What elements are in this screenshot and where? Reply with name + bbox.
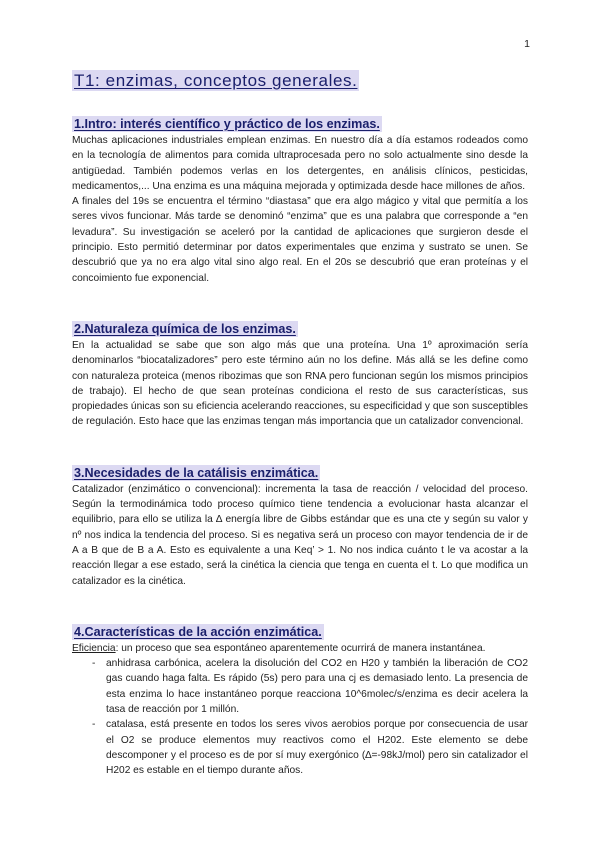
bullet-dash: - xyxy=(92,719,96,731)
bullet-list xyxy=(72,656,528,778)
list-item xyxy=(92,656,528,717)
paragraph: En la actualidad se sabe que son algo más que una proteína. Una 1º aproximación sería denominarlos “biocatalizadores” pero este término aún no los define. Más allá se les define como con naturaleza proteica (menos ribozimas que son RNA pero funcionan según los mismos principios de trabajo). El hecho de que sean proteínas condiciona el resto de sus características, sus propiedades únicas son su eficiencia acelerando reacciones, su especificidad y que son susceptibles de regulación. Esto hace que las enzimas tengan más importancia que un catalizador convencional. xyxy=(72,339,528,428)
list-item xyxy=(92,717,528,778)
paragraph: A finales del 19s se encuentra el término “diastasa” que era algo mágico y vital que permitía a los seres vivos funcionar. Más tarde se denominó “enzima” que es una palabra que corresponde a “en levadura”. Su investigación se aceleró por la cantidad de aplicaciones que surgieron desde el principio. Esto permitió determinar por datos experimentales que enzima y sustrato se unen. Se descubrió que ya no era algo vital sino algo real. En el 20s se descubrió que eran proteínas y el concoimiento fue exponencial. xyxy=(72,196,528,284)
efficiency-definition: : un proceso que sea espontáneo aparentemente ocurrirá de manera instantánea. xyxy=(115,642,486,654)
document-title: T1: enzimas, conceptos generales. xyxy=(74,71,358,90)
efficiency-term: Eficiencia xyxy=(72,642,116,654)
list-item-text: catalasa, está presente en todos los seres vivos aerobios porque por consecuencia de usar el O2 se produce elementos muy reactivos como el H202. Este elemento se debe descomponer y el proceso es de por sí muy exergónico (∆=-98kJ/mol) pero sin catalizador el H202 es estable en el tiempo durante años. xyxy=(106,719,528,777)
paragraph: Catalizador (enzimático o convencional): incrementa la tasa de reacción / velocidad del proceso. Según la termodinámica todo proceso químico tiene tendencia a evolucionar hasta alcanzar el equilibrio, para ello se utiliza la ∆ energía libre de Gibbs estándar que es una cte y según su valor y nº nos indica la tendencia del proceso. Si es negativa será un proceso con mayor tendencia de ir de A a B que de B a A. Esto es equivalente a una Keq’ > 1. No nos indica cuánto t le va acostar a la reacción llegar a ese estado, será la cinética la ciencia que tenga en cuenta el t. Lo que modifica un catalizador es la cinética. xyxy=(72,483,528,587)
section-catalysis-needs xyxy=(72,464,528,589)
list-item-text: anhidrasa carbónica, acelera la disolución del CO2 en H20 y también la liberación de CO2 gas cuando haga falta. Es rápido (5s) pero para una cj es demasiado lento. La presencia de esta enzima lo hace instantáneo porque reacciona 10^6molec/s/enzima es decir acelera la tasa de reacción por 1 millón. xyxy=(106,658,528,716)
section-heading: 1.Intro: interés científico y práctico de los enzimas. xyxy=(74,117,380,131)
paragraph: Muchas aplicaciones industriales emplean enzimas. En nuestro día a día estamos rodeados como en la tecnología de alimentos para comida ultraprocesada pero no solo actualmente sino desde la antigüedad. También podemos verlas en los detergentes, en análisis clínicos, pesticidas, medicamentos,... Una enzima es una máquina mejorada y optimizada desde hace millones de años. xyxy=(72,135,528,192)
document-body xyxy=(72,66,528,813)
section-intro xyxy=(72,115,528,286)
section-heading: 2.Naturaleza química de los enzimas. xyxy=(74,321,296,336)
page-number: 1 xyxy=(524,38,530,50)
bullet-dash: - xyxy=(92,658,96,670)
section-heading: 3.Necesidades de la catálisis enzimática. xyxy=(74,465,319,480)
section-enzymatic-action xyxy=(72,623,528,779)
paragraph xyxy=(72,641,528,656)
section-chemical-nature xyxy=(72,320,528,430)
section-heading: 4.Características de la acción enzimática. xyxy=(74,624,322,639)
